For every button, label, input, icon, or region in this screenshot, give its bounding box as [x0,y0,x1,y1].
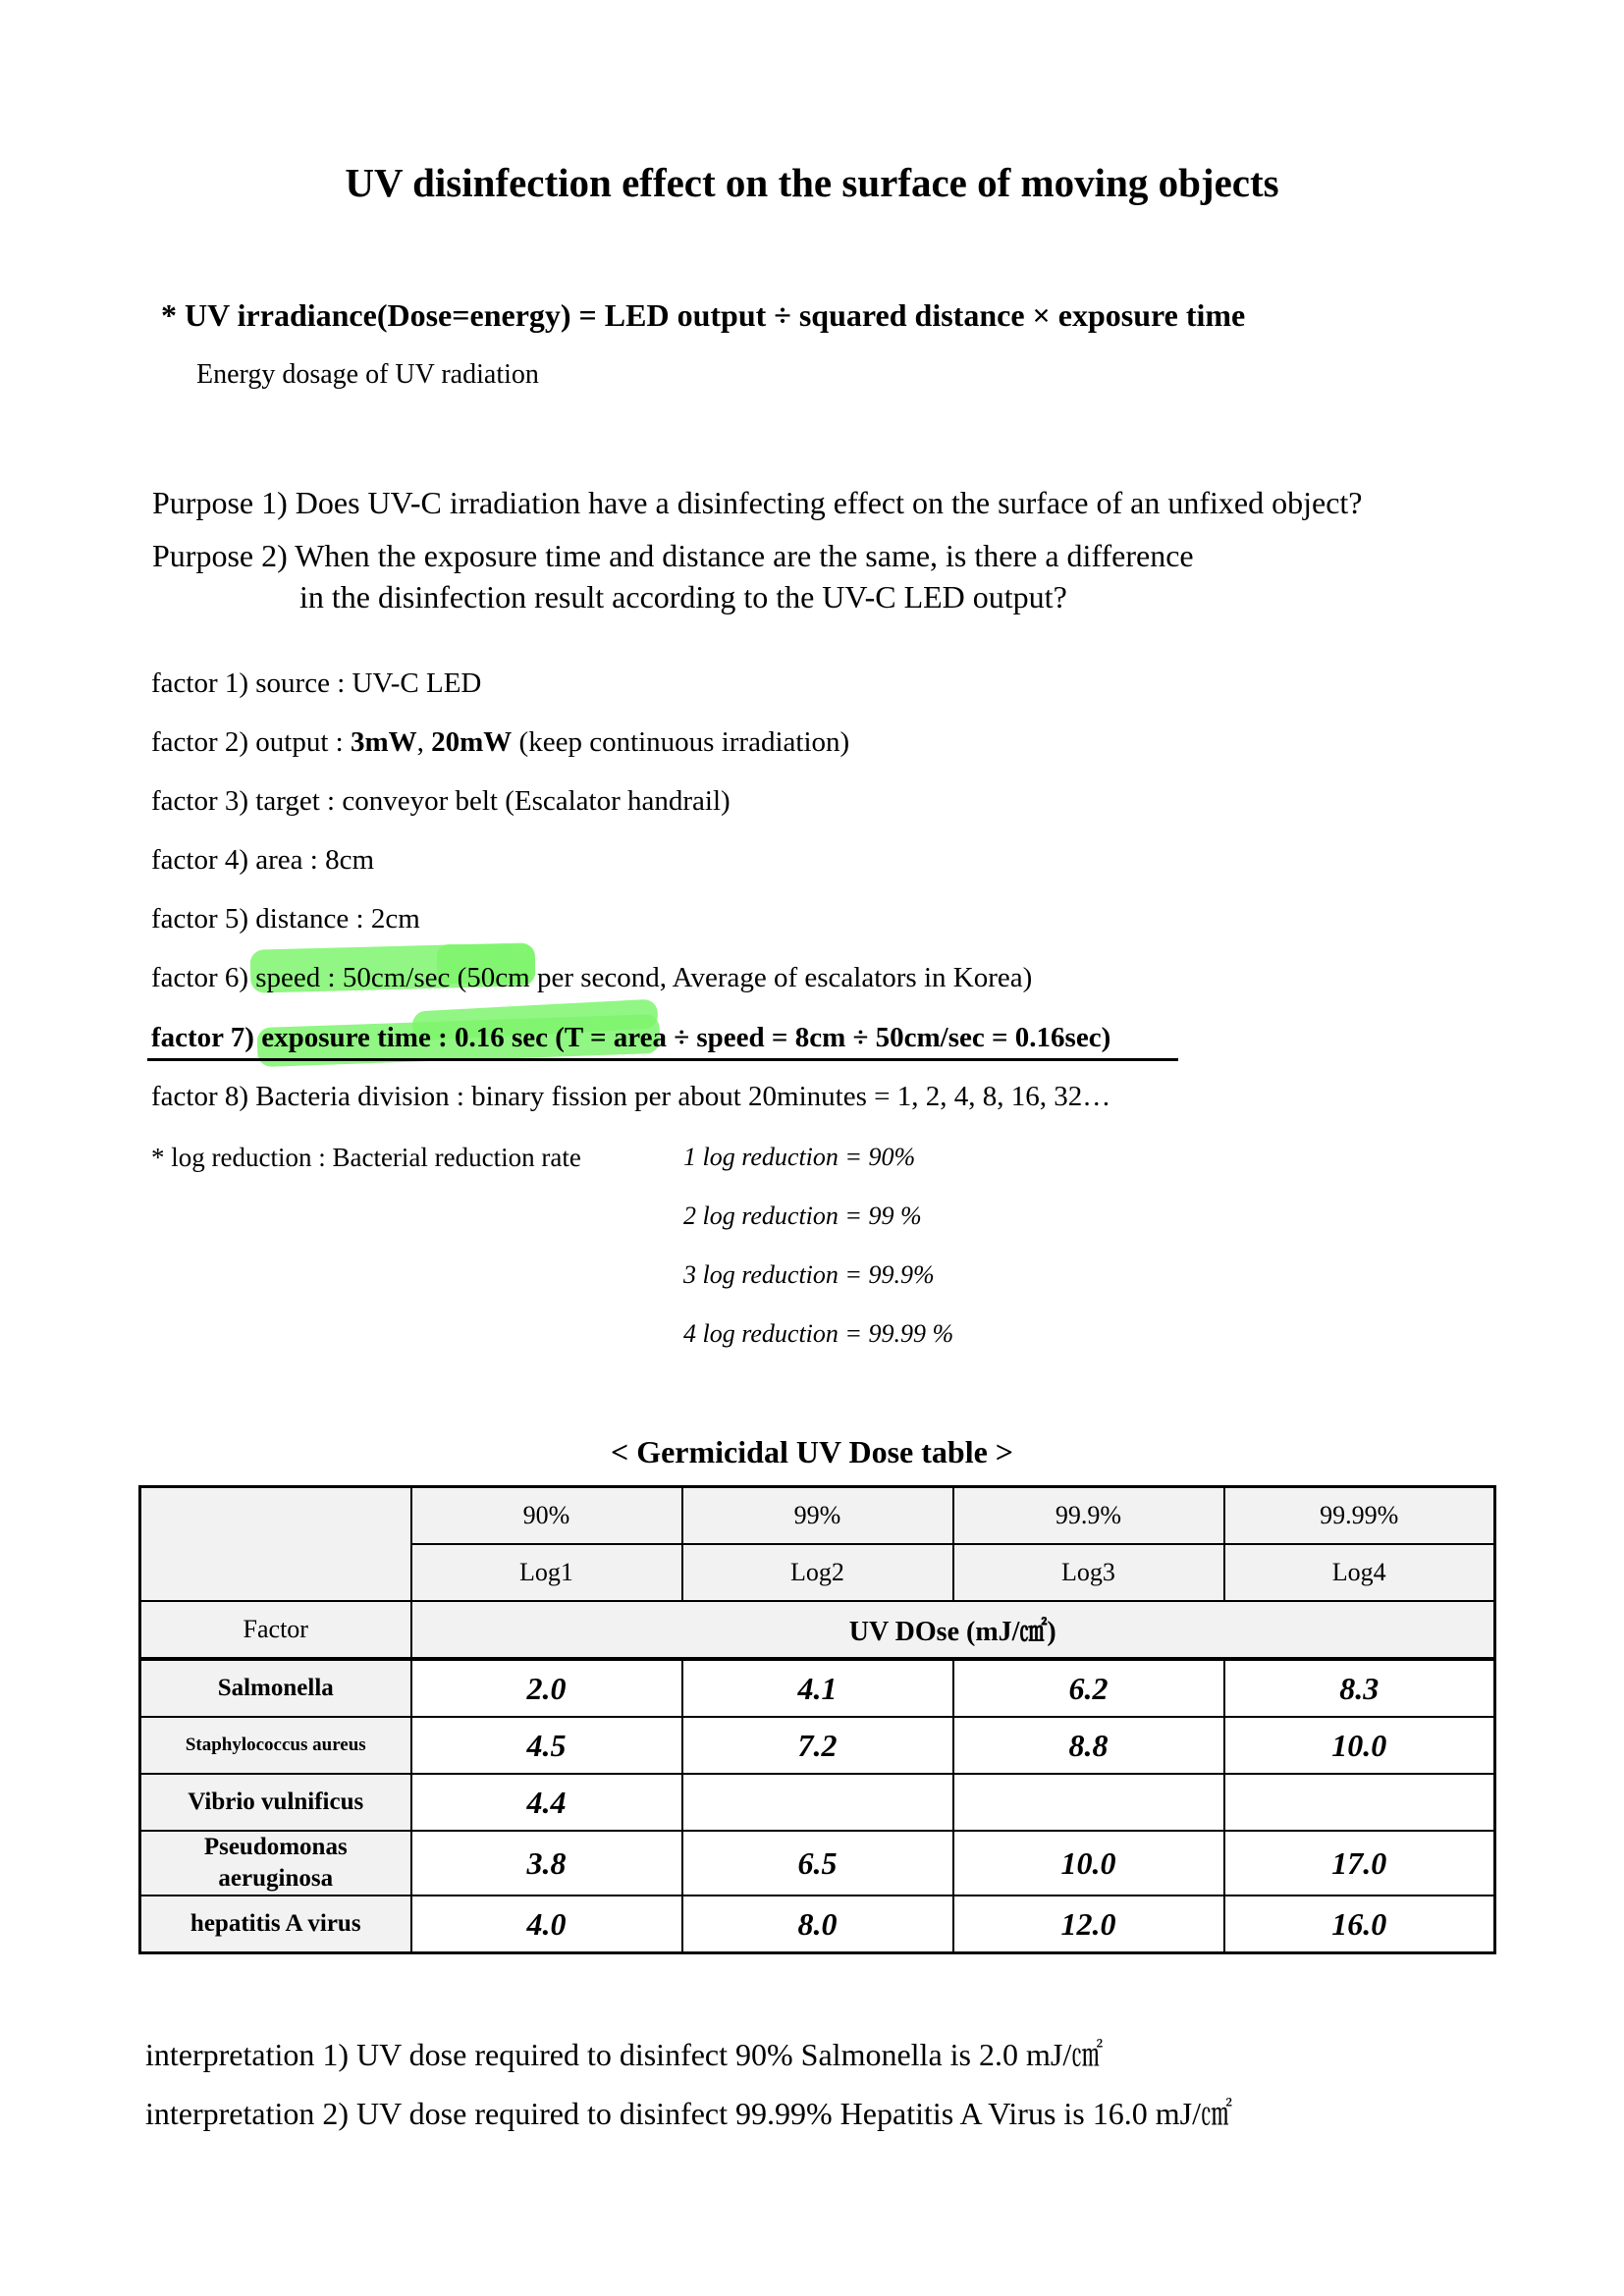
table-title: < Germicidal UV Dose table > [610,1434,1014,1469]
value-cell [682,1774,953,1831]
value-cell [1224,1774,1495,1831]
table-header-cell: 99% [682,1487,953,1545]
value-cell: 3.8 [411,1831,682,1896]
log-reduction-label: * log reduction : Bacterial reduction rate [151,1143,581,1172]
value-cell [953,1774,1224,1831]
uv-dose-table [138,1485,1496,1954]
factor-4: factor 4) area : 8cm [151,844,375,876]
value-cell: 10.0 [1224,1717,1495,1774]
uv-dose-header-cell: UV DOse (mJ/㎠) [411,1601,1495,1659]
factor-5: factor 5) distance : 2cm [151,903,420,934]
factor-1: factor 1) source : UV-C LED [151,667,482,699]
value-cell: 2.0 [411,1659,682,1717]
value-cell: 8.3 [1224,1659,1495,1717]
row-name-cell: Salmonella [140,1659,411,1717]
table-header-cell: Log2 [682,1544,953,1601]
table-header-cell: Log4 [1224,1544,1495,1601]
factor-8: factor 8) Bacteria division : binary fission per about 20minutes = 1, 2, 4, 8, 16, 32… [151,1081,1111,1112]
purpose-2-line-2: in the disinfection result according to the UV-C LED output? [299,579,1067,614]
purpose-2-line-1: Purpose 2) When the exposure time and distance are the same, is there a difference [152,538,1194,573]
factor-6: factor 6) speed : 50cm/sec (50cm per second, Average of escalators in Korea) [151,962,1033,993]
value-cell: 6.2 [953,1659,1224,1717]
value-cell: 8.0 [682,1896,953,1953]
factor-7: factor 7) exposure time : 0.16 sec (T = area ÷ speed = 8cm ÷ 50cm/sec = 0.16sec) [151,1022,1111,1053]
table-header-cell: 99.99% [1224,1487,1495,1545]
log-reduction-item: 2 log reduction = 99 % [683,1201,922,1230]
row-name-cell: Vibrio vulnificus [140,1774,411,1831]
table-row [140,1831,1495,1896]
log-reduction-item: 4 log reduction = 99.99 % [683,1319,954,1348]
value-cell: 7.2 [682,1717,953,1774]
table-header-row [140,1601,1495,1659]
table-row [140,1896,1495,1953]
page-title: UV disinfection effect on the surface of moving objects [345,160,1279,205]
value-cell: 6.5 [682,1831,953,1896]
value-cell: 17.0 [1224,1831,1495,1896]
interpretation-1: interpretation 1) UV dose required to disinfect 90% Salmonella is 2.0 mJ/㎠ [145,2037,1104,2072]
table-header-cell: Log1 [411,1544,682,1601]
formula-subtitle: Energy dosage of UV radiation [196,359,539,390]
table-row [140,1717,1495,1774]
table-row [140,1659,1495,1717]
value-cell: 4.4 [411,1774,682,1831]
row-name-cell: Pseudomonas aeruginosa [140,1831,411,1896]
formula-heading: * UV irradiance(Dose=energy) = LED output ÷ squared distance × exposure time [161,297,1246,333]
table-header-cell: 90% [411,1487,682,1545]
table-header-row [140,1487,1495,1545]
factor-header-cell: Factor [140,1601,411,1659]
table-header-cell: 99.9% [953,1487,1224,1545]
factor-7-underline [147,1058,1178,1061]
value-cell: 10.0 [953,1831,1224,1896]
value-cell: 4.5 [411,1717,682,1774]
value-cell: 8.8 [953,1717,1224,1774]
factor-2: factor 2) output : 3mW, 20mW (keep continuous irradiation) [151,726,850,758]
interpretation-2: interpretation 2) UV dose required to disinfect 99.99% Hepatitis A Virus is 16.0 mJ/㎠ [145,2096,1232,2131]
log-reduction-item: 1 log reduction = 90% [683,1143,916,1171]
log-reduction-item: 3 log reduction = 99.9% [683,1260,935,1289]
value-cell: 16.0 [1224,1896,1495,1953]
table-row [140,1774,1495,1831]
row-name-cell: Staphylococcus aureus [140,1717,411,1774]
table-corner-cell [140,1487,411,1602]
purpose-1: Purpose 1) Does UV-C irradiation have a disinfecting effect on the surface of an unfixed object? [152,485,1363,520]
row-name-cell: hepatitis A virus [140,1896,411,1953]
factor-3: factor 3) target : conveyor belt (Escalator handrail) [151,785,731,817]
value-cell: 4.1 [682,1659,953,1717]
value-cell: 12.0 [953,1896,1224,1953]
table-header-cell: Log3 [953,1544,1224,1601]
value-cell: 4.0 [411,1896,682,1953]
